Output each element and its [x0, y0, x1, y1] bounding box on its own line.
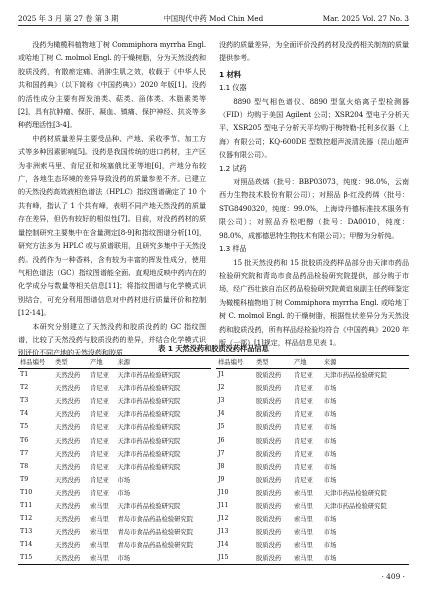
- type-cell: 胶质没药: [256, 424, 282, 432]
- header-issue-en: Mar. 2025 Vol. 27 No. 3: [322, 14, 409, 23]
- sample-table-section: [18, 343, 409, 565]
- sample-id-cell: T7: [20, 449, 29, 457]
- type-cell: 胶质没药: [256, 385, 282, 393]
- sample-id-cell: J8: [218, 462, 225, 470]
- origin-cell: 索马里: [90, 502, 109, 510]
- origin-cell: 肯尼亚: [90, 372, 109, 380]
- table-row: [216, 525, 409, 538]
- sample-id-cell: T11: [20, 501, 33, 509]
- origin-cell: 索马里: [294, 502, 313, 510]
- table-row: [216, 538, 409, 551]
- instruments-paragraph: 8890 型气相色谱仪、8890 型氢火焰离子型检测器（FID）均购于美国 Agilent 公司；XSR204 型电子分析天平、XSR205 型电子分析天平均购于梅特勒-托利多仪器（上海）有限公司；KQ-600DE 型数控超声波清洗器（昆山超声仪器有限公司）。: [219, 96, 409, 160]
- col-header-id: 样品编号: [216, 356, 254, 368]
- source-cell: 市场: [117, 555, 131, 563]
- sample-id-cell: J3: [218, 397, 225, 405]
- origin-cell: 肯尼亚: [90, 385, 109, 393]
- sample-id-cell: T10: [20, 488, 33, 496]
- table-row: [216, 447, 409, 460]
- origin-cell: 索马里: [90, 555, 109, 563]
- sample-table-right: [216, 356, 409, 564]
- source-cell: 天津市药品检验研究院: [323, 502, 387, 510]
- source-cell: 天津市药品检验研究院: [323, 372, 387, 380]
- source-cell: 市场: [323, 463, 337, 471]
- type-cell: 胶质没药: [256, 489, 282, 497]
- table-row: [18, 460, 211, 473]
- origin-cell: 肯尼亚: [90, 489, 109, 497]
- table-row: [216, 368, 409, 381]
- table-row: [18, 381, 211, 394]
- table-row: [216, 460, 409, 473]
- sample-table-left: [18, 356, 211, 564]
- table-caption: 表 1 天然没药和胶质没药样品信息: [158, 344, 269, 353]
- origin-cell: 肯尼亚: [90, 450, 109, 458]
- type-cell: 胶质没药: [256, 437, 282, 445]
- sample-id-cell: J15: [218, 554, 229, 562]
- sample-id-cell: J5: [218, 423, 225, 431]
- origin-cell: 肯尼亚: [294, 398, 313, 406]
- table-row: [18, 433, 211, 446]
- sample-id-cell: J9: [218, 475, 225, 483]
- right-column: [219, 38, 409, 349]
- origin-cell: 肯尼亚: [294, 463, 313, 471]
- origin-cell: 肯尼亚: [294, 476, 313, 484]
- intro-paragraph-1: 没药为橄榄科植物地丁树 Commiphora myrrha Engl. 或哈地丁树 C. molmol Engl. 的干燥树脂，分为天然没药和胶质没药，有散瘀定痛、消肿生肌之效，收载于《中华人民共和国药典》（以下简称《中国药典》）2020 年版[1]。没药的活性成分主要有挥发油类、萜类、甾体类、木脂素类等[2]，具有抗肿瘤、保肝、凝血、镇痛、保护神经、抗炎等多种药理活性[3-4]。: [18, 40, 206, 130]
- source-cell: 天津市药品检验研究院: [117, 450, 181, 458]
- source-cell: 市场: [323, 529, 337, 537]
- type-cell: 胶质没药: [256, 529, 282, 537]
- left-column: [18, 38, 206, 360]
- table-row: [18, 407, 211, 420]
- intro-paragraph-3: 本研究分别建立了天然没药和胶质没药的 GC 指纹图谱，比较了天然没药与胶质没药的差异，并结合化学模式识别评价不同产地的天然没药和胶质: [18, 321, 206, 358]
- col-header-id: 样品编号: [18, 356, 53, 368]
- type-cell: 胶质没药: [256, 542, 282, 550]
- source-cell: 天津市药品检验研究院: [117, 398, 181, 406]
- origin-cell: 索马里: [294, 555, 313, 563]
- table-row: [18, 368, 211, 381]
- col-header-origin: 产地: [88, 356, 115, 368]
- source-cell: 市场: [323, 476, 337, 484]
- sample-id-cell: T14: [20, 541, 33, 549]
- table-row: [18, 525, 211, 538]
- intro-paragraph-end: 没药的质量差异，为全面评价没药药材及没药相关制剂的质量提供参考。: [219, 40, 409, 63]
- table-row: [18, 394, 211, 407]
- sample-id-cell: J7: [218, 449, 225, 457]
- source-cell: 青岛市食品药品检验研究院: [117, 542, 194, 550]
- origin-cell: 肯尼亚: [294, 385, 313, 393]
- type-cell: 天然没药: [55, 542, 81, 550]
- table-row: [18, 486, 211, 499]
- origin-cell: 肯尼亚: [90, 424, 109, 432]
- sample-id-cell: J11: [218, 501, 229, 509]
- sample-id-cell: J13: [218, 528, 229, 536]
- type-cell: 天然没药: [55, 398, 81, 406]
- sample-id-cell: T5: [20, 423, 29, 431]
- table-row: [18, 447, 211, 460]
- origin-cell: 肯尼亚: [294, 450, 313, 458]
- subsection-heading-reagents: 1.2 试药: [219, 163, 247, 173]
- sample-id-cell: T13: [20, 528, 33, 536]
- source-cell: 市场: [117, 476, 131, 484]
- page-number: · 409 ·: [381, 572, 405, 581]
- source-cell: 市场: [323, 555, 337, 563]
- origin-cell: 肯尼亚: [90, 411, 109, 419]
- origin-cell: 索马里: [294, 529, 313, 537]
- section-heading-materials: 1 材料: [219, 69, 242, 79]
- source-cell: 市场: [323, 516, 337, 524]
- source-cell: 市场: [323, 542, 337, 550]
- samples-paragraph: 15 批天然没药和 15 批胶质没药样品部分由天津市药品检验研究院和青岛市食品药品检验研究院提供，部分购于市场，经广西壮族自治区药品检验研究院黄谊泉副主任药师鉴定为橄榄科植物地丁树 Commiphora myrrha Engl. 或哈地丁树 C. molmol Engl. 的干燥树脂，根据性状差异分为天然没药和胶质没药，所有样品经检验均符合《中国药典》2020 年版（一部）[1]规定，样品信息见表 1。: [219, 257, 409, 347]
- type-cell: 天然没药: [55, 489, 81, 497]
- sample-id-cell: T4: [20, 410, 29, 418]
- source-cell: 市场: [323, 437, 337, 445]
- source-cell: 天津市药品检验研究院: [117, 502, 181, 510]
- table-row: [216, 486, 409, 499]
- table-row: [18, 512, 211, 525]
- subsection-heading-samples: 1.3 样品: [219, 244, 247, 254]
- table-row: [216, 473, 409, 486]
- running-header: [18, 14, 409, 26]
- source-cell: 青岛市食品药品检验研究院: [117, 516, 194, 524]
- sample-id-cell: T12: [20, 515, 33, 523]
- col-header-type: 类型: [254, 356, 292, 368]
- origin-cell: 索马里: [294, 516, 313, 524]
- type-cell: 天然没药: [55, 385, 81, 393]
- type-cell: 天然没药: [55, 437, 81, 445]
- sample-id-cell: T15: [20, 554, 33, 562]
- sample-id-cell: T2: [20, 384, 29, 392]
- source-cell: 天津市药品检验研究院: [117, 437, 181, 445]
- origin-cell: 肯尼亚: [294, 411, 313, 419]
- type-cell: 天然没药: [55, 450, 81, 458]
- table-row: [216, 394, 409, 407]
- type-cell: 天然没药: [55, 372, 81, 380]
- table-row: [216, 381, 409, 394]
- type-cell: 天然没药: [55, 529, 81, 537]
- type-cell: 胶质没药: [256, 372, 282, 380]
- table-row: [216, 420, 409, 433]
- sample-id-cell: J6: [218, 436, 225, 444]
- origin-cell: 索马里: [90, 542, 109, 550]
- source-cell: 市场: [323, 398, 337, 406]
- sample-id-cell: J1: [218, 371, 225, 379]
- origin-cell: 肯尼亚: [90, 463, 109, 471]
- table-row: [216, 433, 409, 446]
- source-cell: 天津市药品检验研究院: [117, 385, 181, 393]
- type-cell: 胶质没药: [256, 476, 282, 484]
- subsection-heading-instruments: 1.1 仪器: [219, 83, 247, 93]
- source-cell: 天津市药品检验研究院: [323, 489, 387, 497]
- type-cell: 胶质没药: [256, 411, 282, 419]
- origin-cell: 肯尼亚: [294, 437, 313, 445]
- table-row: [18, 538, 211, 551]
- type-cell: 胶质没药: [256, 398, 282, 406]
- sample-id-cell: T8: [20, 462, 29, 470]
- sample-id-cell: J14: [218, 541, 229, 549]
- sample-id-cell: J4: [218, 410, 225, 418]
- sample-id-cell: J12: [218, 515, 229, 523]
- header-journal: 中国现代中药 Mod Chin Med: [163, 14, 264, 23]
- table-row: [216, 512, 409, 525]
- table-row: [216, 499, 409, 512]
- col-header-source: 来源: [116, 356, 212, 368]
- origin-cell: 索马里: [294, 489, 313, 497]
- type-cell: 胶质没药: [256, 555, 282, 563]
- table-row: [216, 551, 409, 564]
- sample-id-cell: T9: [20, 475, 29, 483]
- source-cell: 市场: [323, 411, 337, 419]
- table-row: [18, 551, 211, 564]
- header-issue: 2025 年 3 月 第 27 卷 第 3 期: [18, 14, 119, 23]
- type-cell: 天然没药: [55, 476, 81, 484]
- type-cell: 胶质没药: [256, 516, 282, 524]
- col-header-type: 类型: [53, 356, 88, 368]
- origin-cell: 肯尼亚: [90, 437, 109, 445]
- col-header-origin: 产地: [292, 356, 322, 368]
- sample-id-cell: T3: [20, 397, 29, 405]
- reagents-paragraph: 对照品莰烯（批号：BBP03073，纯度：98.0%，云南西力生物技术股份有限公司）；对照品 β-红没药烯（批号：STG8490320，纯度：99.0%，上海诗丹德标准技术服务有限公司）；对照品乔松吧醇（批号：DA0010，纯度：98.0%，成都德思特生物技术有限公司）；甲醇为分析纯。: [219, 177, 409, 240]
- source-cell: 市场: [323, 424, 337, 432]
- type-cell: 天然没药: [55, 516, 81, 524]
- sample-id-cell: J10: [218, 488, 229, 496]
- type-cell: 天然没药: [55, 411, 81, 419]
- source-cell: 天津市药品检验研究院: [117, 463, 181, 471]
- table-row: [216, 407, 409, 420]
- sample-id-cell: T6: [20, 436, 29, 444]
- type-cell: 天然没药: [55, 424, 81, 432]
- origin-cell: 肯尼亚: [90, 476, 109, 484]
- type-cell: 天然没药: [55, 463, 81, 471]
- origin-cell: 索马里: [294, 542, 313, 550]
- type-cell: 胶质没药: [256, 450, 282, 458]
- type-cell: 天然没药: [55, 555, 81, 563]
- origin-cell: 肯尼亚: [294, 424, 313, 432]
- origin-cell: 肯尼亚: [294, 372, 313, 380]
- sample-id-cell: J2: [218, 384, 225, 392]
- source-cell: 市场: [117, 489, 131, 497]
- source-cell: 天津市药品检验研究院: [117, 424, 181, 432]
- source-cell: 天津市药品检验研究院: [117, 411, 181, 419]
- source-cell: 青岛市食品药品检验研究院: [117, 529, 194, 537]
- source-cell: 市场: [323, 450, 337, 458]
- intro-paragraph-2: 中药材质量差异主要受品种、产地、采收季节、加工方式等多种因素影响[5]。没药是我国传统的进口药材，主产区为非洲索马里、肯尼亚和埃塞俄比亚等地[6]，产地分布较广，各地生态环境的差异导致没药的质量参差不齐。已建立的天然没药高效液相色谱法（HPLC）指纹图谱确定了 10 个共有峰，指认了 1 个共有峰，表明不同产地天然没药的质量存在差异，但仍有较好的相似性[7]。目前，对没药药材的质量控制研究主要集中在含量测定[8-9]和指纹图谱分析[10]，研究方法多为 HPLC 或与质谱联用，且研究多集中于天然没药。没药作为一种香料，含有较为丰富的挥发性成分，使用气相色谱法（GC）指纹图谱能全面、直观地反映中药内在的化学成分与数量等相关信息[11]；将指纹图谱与化学模式识别结合，可充分利用图谱信息对中药材进行质量评价和控制[12-14]。: [18, 133, 206, 318]
- table-row: [18, 499, 211, 512]
- type-cell: 天然没药: [55, 502, 81, 510]
- source-cell: 市场: [323, 385, 337, 393]
- source-cell: 天津市药品检验研究院: [117, 372, 181, 380]
- table-row: [18, 420, 211, 433]
- type-cell: 胶质没药: [256, 502, 282, 510]
- table-row: [18, 473, 211, 486]
- origin-cell: 肯尼亚: [90, 398, 109, 406]
- origin-cell: 索马里: [90, 529, 109, 537]
- sample-id-cell: T1: [20, 371, 29, 379]
- col-header-source: 来源: [322, 356, 409, 368]
- origin-cell: 索马里: [90, 516, 109, 524]
- type-cell: 胶质没药: [256, 463, 282, 471]
